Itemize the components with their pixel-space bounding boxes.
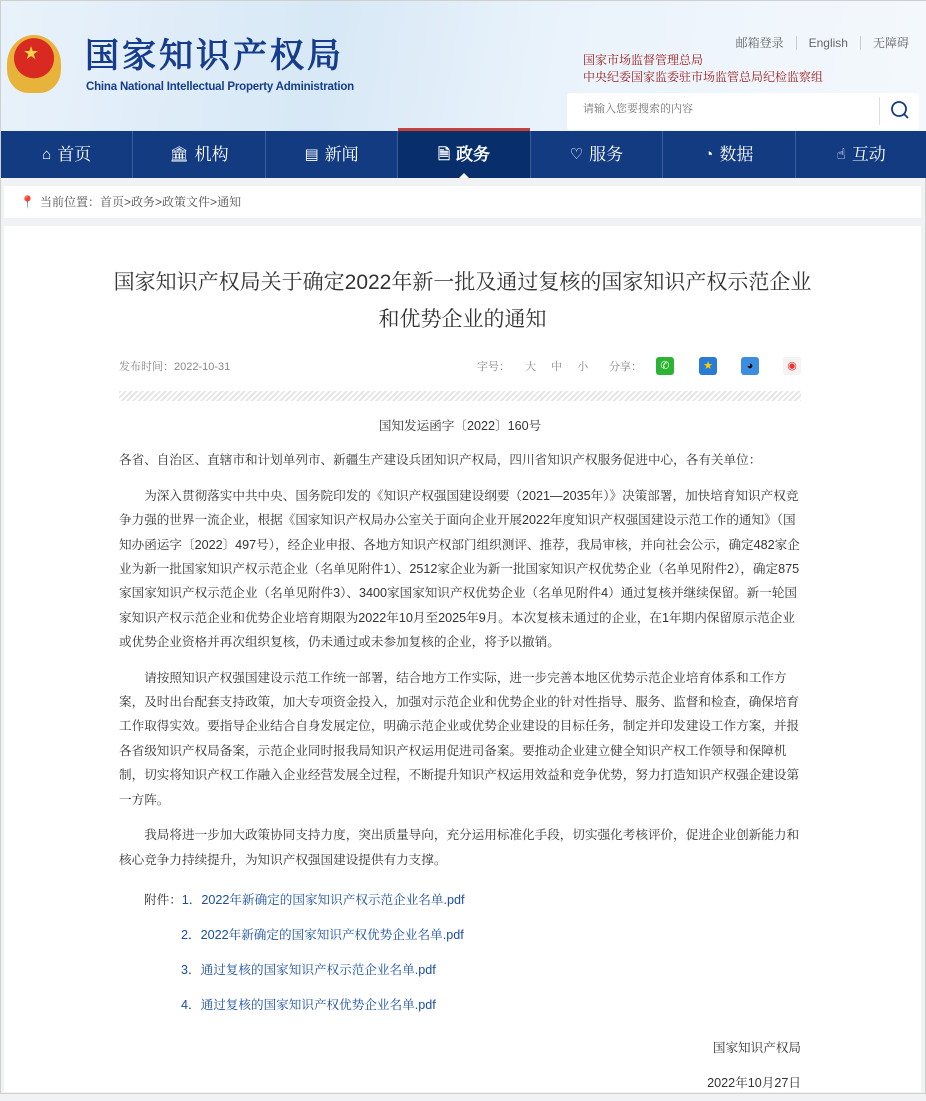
article-meta bbox=[119, 360, 801, 374]
news-icon: ▤ bbox=[304, 145, 319, 163]
attachment-link-4[interactable]: 4．通过复核的国家知识产权优势企业名单.pdf bbox=[181, 997, 436, 1012]
breadcrumb-home[interactable]: 首页 bbox=[99, 195, 124, 209]
document-icon: 🗎 bbox=[437, 145, 450, 163]
qzone-icon[interactable]: ★ bbox=[699, 357, 717, 375]
nav-news[interactable] bbox=[265, 131, 397, 178]
main-nav bbox=[1, 131, 926, 178]
share-label: 分享： bbox=[609, 361, 642, 373]
article-title: 国家知识产权局关于确定2022年新一批及通过复核的国家知识产权示范企业和优势企业的通知 bbox=[113, 271, 812, 331]
affiliation-link-samr[interactable]: 国家市场监督管理总局 bbox=[583, 53, 704, 67]
mail-login-link[interactable]: 邮箱登录 bbox=[735, 36, 784, 50]
hand-icon: ☝ bbox=[836, 145, 846, 163]
weibo-icon[interactable]: ◉ bbox=[783, 357, 801, 375]
home-icon: ⌂ bbox=[42, 145, 52, 163]
nav-label: 新闻 bbox=[324, 144, 359, 164]
search-button[interactable] bbox=[879, 97, 919, 125]
top-links bbox=[724, 36, 921, 50]
font-size-medium[interactable]: 中 bbox=[551, 361, 563, 373]
paragraph: 我局将进一步加大政策协同支持力度，突出质量导向，充分运用标准化手段，切实强化考核评价，促进企业创新能力和核心竞争力持续提升，为知识产权强国建设提供有力支撑。 bbox=[119, 828, 800, 867]
paragraph: 请按照知识产权强国建设示范工作统一部署，结合地方工作实际，进一步完善本地区优势示范企业培育体系和工作方案，及时出台配套支持政策，加大专项资金投入，加强对示范企业和优势企业的针对性指导、服务、监督和检查，确保培育工作取得实效。要指导企业结合自身发展定位，明确示范企业或优势企业建设的目标任务，制定并印发建设工作方案，并报各省级知识产权局备案，示范企业同时报我局知识产权运用促进司备案。要推动企业建立健全知识产权工作领导和保障机制，切实将知识产权工作融入企业经营发展全过程，不断提升知识产权运用效益和竞争优势，努力打造知识产权强企建设第一方阵。 bbox=[119, 670, 800, 807]
qq-icon[interactable]: ◕ bbox=[741, 357, 759, 375]
document-number: 国知发运函字〔2022〕160号 bbox=[378, 419, 542, 433]
nav-label: 数据 bbox=[719, 144, 754, 164]
institution-icon: 🏛 bbox=[169, 145, 189, 163]
accessibility-link[interactable]: 无障碍 bbox=[860, 36, 921, 50]
nav-government-affairs[interactable] bbox=[397, 131, 529, 178]
article-container bbox=[4, 226, 921, 1092]
sign-date: 2022年10月27日 bbox=[707, 1075, 801, 1090]
affiliation-link-discipline[interactable]: 中央纪委国家监委驻市场监管总局纪检监察组 bbox=[583, 70, 824, 84]
search-icon bbox=[880, 97, 920, 125]
nav-label: 政务 bbox=[456, 144, 490, 164]
nav-label: 首页 bbox=[57, 144, 92, 164]
divider bbox=[119, 391, 801, 401]
attachment-row bbox=[119, 883, 801, 918]
attachment-link-3[interactable]: 3．通过复核的国家知识产权示范企业名单.pdf bbox=[181, 962, 436, 977]
site-header bbox=[1, 1, 926, 131]
font-size-small[interactable]: 小 bbox=[577, 361, 589, 373]
font-size-label: 字号： bbox=[477, 361, 510, 373]
attachment-link-1[interactable]: 1．2022年新确定的国家知识产权示范企业名单.pdf bbox=[181, 892, 465, 907]
signature: 国家知识产权局 bbox=[712, 1040, 801, 1055]
search-input[interactable] bbox=[583, 103, 883, 115]
share-bar bbox=[609, 360, 797, 374]
location-pin-icon: 📍 bbox=[20, 195, 35, 209]
publish-date: 发布时间：2022-10-31 bbox=[119, 361, 231, 373]
english-link[interactable]: English bbox=[796, 36, 860, 50]
national-emblem-logo: ★ bbox=[7, 35, 61, 93]
nav-label: 服务 bbox=[589, 144, 624, 164]
nav-institution[interactable] bbox=[132, 131, 264, 178]
service-icon: ♡ bbox=[569, 145, 584, 163]
chart-icon: ◔ bbox=[704, 145, 714, 163]
salutation: 各省、自治区、直辖市和计划单列市、新疆生产建设兵团知识产权局，四川省知识产权服务促进中心，各有关单位： bbox=[119, 453, 762, 468]
nav-data[interactable] bbox=[662, 131, 794, 178]
attachment-link-2[interactable]: 2．2022年新确定的国家知识产权优势企业名单.pdf bbox=[181, 927, 464, 942]
breadcrumb-notice[interactable]: 通知 bbox=[217, 195, 242, 209]
nav-home[interactable] bbox=[1, 131, 132, 178]
font-size-controls bbox=[477, 360, 588, 374]
nav-label: 互动 bbox=[851, 144, 886, 164]
wechat-icon[interactable]: ✆ bbox=[656, 357, 674, 375]
attachments-label: 附件： bbox=[144, 892, 182, 907]
breadcrumb-affairs[interactable]: 政务 bbox=[131, 195, 156, 209]
article-body bbox=[119, 414, 801, 1101]
font-size-large[interactable]: 大 bbox=[525, 361, 537, 373]
logo-title[interactable]: 国家知识产权局 bbox=[85, 36, 344, 76]
nav-label: 机构 bbox=[194, 144, 229, 164]
nav-interaction[interactable] bbox=[795, 131, 926, 178]
paragraph: 为深入贯彻落实中共中央、国务院印发的《知识产权强国建设纲要（2021—2035年）》决策部署，加快培育知识产权竞争力强的世界一流企业，根据《国家知识产权局办公室关于面向企业开展2022年度知识产权强国建设示范工作的通知》（国知办函运字〔2022〕497号），经企业申报、各地方知识产权部门组织测评、推荐，我局审核，并向社会公示，确定482家企业为新一批国家知识产权示范企业（名单见附件1）、2512家企业为新一批国家知识产权优势企业（名单见附件2），确定875家国家知识产权示范企业（名单见附件3）、3400家国家知识产权优势企业（名单见附件4）通过复核并继续保留。新一轮国家知识产权示范企业和优势企业培育期限为2022年10月至2025年9月。本次复核未通过的企业，在1年期内保留原示范企业或优势企业资格并再次组织复核，仍未通过或未参加复核的企业，将予以撤销。 bbox=[119, 488, 800, 650]
logo-subtitle: China National Intellectual Property Administration bbox=[86, 81, 354, 93]
nav-service[interactable] bbox=[530, 131, 662, 178]
breadcrumb: 📍 当前位置： 首页 > 政务 > 政策文件 > 通知 bbox=[4, 186, 921, 218]
breadcrumb-prefix: 当前位置： bbox=[39, 195, 100, 209]
search-box bbox=[567, 93, 919, 130]
breadcrumb-policy[interactable]: 政策文件 bbox=[162, 195, 211, 209]
